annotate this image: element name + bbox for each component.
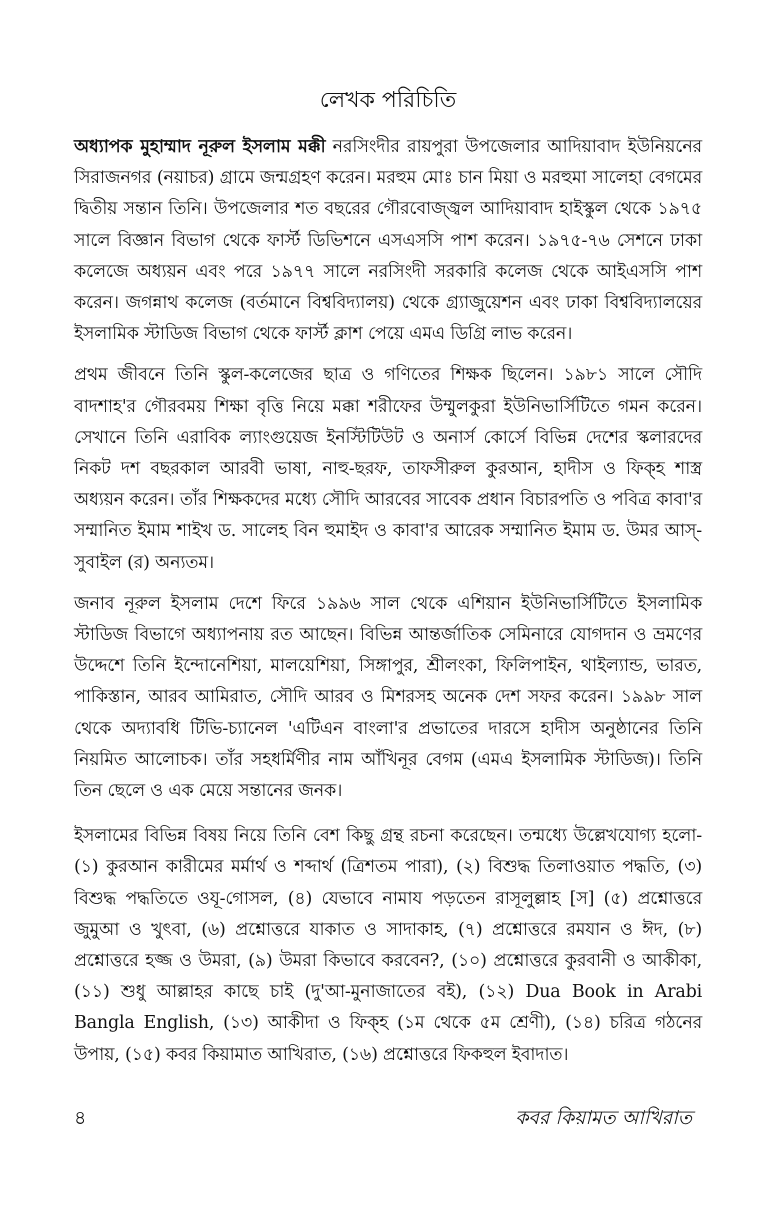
paragraph-early-life: প্রথম জীবনে তিনি স্কুল-কলেজের ছাত্র ও গণিতের শিক্ষক ছিলেন। ১৯৮১ সালে সৌদি বাদশাহ'র গৌরবময় শিক্ষা বৃত্তি নিয়ে মক্কা শরীফের উম্মুলকুরা ইউনিভার্সিটিতে গমন করেন। সেখানে তিনি এরাবিক ল্যাংগুয়েজ ইনস্টিটিউট ও অনার্স কোর্সে বিভিন্ন দেশের স্কলারদের নিকট দশ বছরকাল আরবী ভাষা, নাহু-ছরফ, তাফসীরুল কুরআন, হাদীস ও ফিক্‌হ শাস্ত্র অধ্যয়ন করেন। তাঁর শিক্ষকদের মধ্যে সৌদি আরবের সাবেক প্রধান বিচারপতি ও পবিত্র কাবা'র সম্মানিত ইমাম শাইখ ড. সালেহ বিন হুমাইদ ও কাবা'র আরেক সম্মানিত ইমাম ড. উমর আস্‌-সুবাইল (র) অন্যতম। (74, 365, 702, 573)
paragraph-career: জনাব নূরুল ইসলাম দেশে ফিরে ১৯৯৬ সাল থেকে এশিয়ান ইউনিভার্সিটিতে ইসলামিক স্টাডিজ বিভাগে অধ্যাপনায় রত আছেন। বিভিন্ন আন্তর্জাতিক সেমিনারে যোগদান ও ভ্রমণের উদ্দেশে তিনি ইন্দোনেশিয়া, মালয়েশিয়া, সিঙ্গাপুর, শ্রীলংকা, ফিলিপাইন, থাইল্যান্ড, ভারত, পাকিস্তান, আরব আমিরাত, সৌদি আরব ও মিশরসহ অনেক দেশ সফর করেন। ১৯৯৮ সাল থেকে অদ্যাবধি টিভি-চ্যানেল 'এটিএন বাংলা'র প্রভাতের দারসে হাদীস অনুষ্ঠানের তিনি নিয়মিত আলোচক। তাঁর সহধর্মিণীর নাম আঁখিনূর বেগম (এমএ ইসলামিক স্টাডিজ)। তিনি তিন ছেলে ও এক মেয়ে সন্তানের জনক। (74, 593, 702, 802)
page-content (74, 78, 702, 1081)
author-name: অধ্যাপক মুহাম্মাদ নূরুল ইসলাম মক্কী (74, 137, 326, 157)
running-book-title: কবর কিয়ামত আখিরাত (515, 1107, 692, 1129)
page-title: লেখক পরিচিতি (319, 88, 457, 113)
page-footer (74, 1104, 702, 1138)
paragraph-text: নরসিংদীর রায়পুরা উপজেলার আদিয়াবাদ ইউনিয়নের সিরাজনগর (নয়াচর) গ্রামে জন্মগ্রহণ করেন। মরহুম মোঃ চান মিয়া ও মরহুমা সালেহা বেগমের দ্বিতীয় সন্তান তিনি। উপজেলার শত বছরের গৌরবোজ্জ্বল আদিয়াবাদ হাইস্কুল থেকে ১৯৭৫ সালে বিজ্ঞান বিভাগ থেকে ফার্স্ট ডিভিশনে এসএসসি পাশ করেন। ১৯৭৫-৭৬ সেশনে ঢাকা কলেজে অধ্যয়ন এবং পরে ১৯৭৭ সালে নরসিংদী সরকারি কলেজ থেকে আইএসসি পাশ করেন। জগন্নাথ কলেজ (বর্তমানে বিশ্ববিদ্যালয়) থেকে গ্র্যাজুয়েশন এবং ঢাকা বিশ্ববিদ্যালয়ের ইসলামিক স্টাডিজ বিভাগ থেকে ফার্স্ট ক্লাশ পেয়ে এমএ ডিগ্রি লাভ করেন। (74, 137, 702, 345)
paragraph-books: ইসলামের বিভিন্ন বিষয় নিয়ে তিনি বেশ কিছু গ্রন্থ রচনা করেছেন। তন্মধ্যে উল্লেখযোগ্য হলো- (১) কুরআন কারীমের মর্মার্থ ও শব্দার্থ (ত্রিশতম পারা), (২) বিশুদ্ধ তিলাওয়াত পদ্ধতি, (৩) বিশুদ্ধ পদ্ধতিতে ওযূ-গোসল, (৪) যেভাবে নামায পড়তেন রাসূলুল্লাহ [স] (৫) প্রশ্নোত্তরে জুমুআ ও খুৎবা, (৬) প্রশ্নোত্তরে যাকাত ও সাদাকাহ, (৭) প্রশ্নোত্তরে রমযান ও ঈদ, (৮) প্রশ্নোত্তরে হজ্জ ও উমরা, (৯) উমরা কিভাবে করবেন?, (১০) প্রশ্নোত্তরে কুরবানী ও আকীকা, (১১) শুধু আল্লাহর কাছে চাই (দু'আ-মুনাজাতের বই), (১২) Dua Book in Arabi Bangla English, (১৩) আকীদা ও ফিক্‌হ (১ম থেকে ৫ম শ্রেণী), (১৪) চরিত্র গঠনের উপায়, (১৫) কবর কিয়ামাত আখিরাত, (১৬) প্রশ্নোত্তরে ফিকহুল ইবাদাত। (74, 826, 702, 1065)
paragraph-author-intro (74, 132, 702, 350)
page-number: ৪ (74, 1107, 87, 1129)
